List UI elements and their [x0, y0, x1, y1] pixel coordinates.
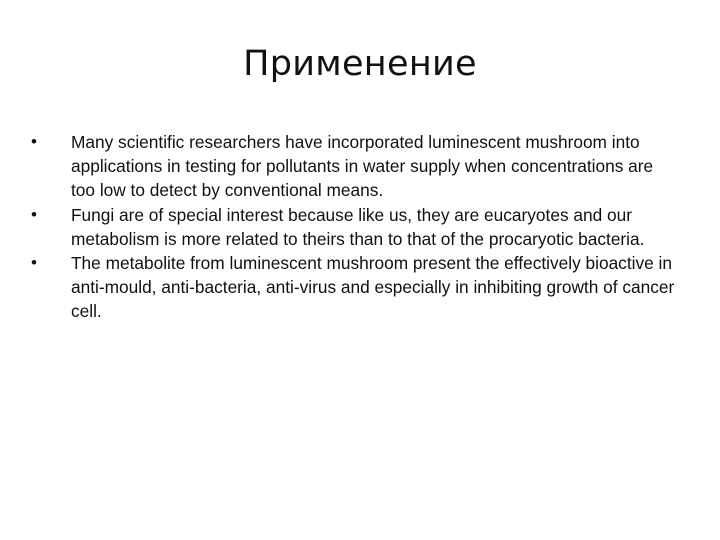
bullet-text: The metabolite from luminescent mushroom present the effectively bioactive in anti-mould, anti-bacteria, anti-virus and especially in inhibiting growth of cancer cell. [71, 253, 675, 322]
slide-title: Применение [243, 44, 477, 84]
bullet-icon: • [31, 132, 37, 151]
bullet-text: Many scientific researchers have incorporated luminescent mushroom into applications in testing for pollutants in water supply when concentrations are too low to detect by conventional means. [71, 132, 654, 201]
bullet-icon: • [31, 253, 37, 273]
bullet-icon: • [31, 204, 37, 224]
list-item [30, 130, 680, 203]
list-item [30, 251, 680, 324]
bullet-list [30, 130, 680, 324]
bullet-text: Fungi are of special interest because like us, they are eucaryotes and our metabolism is more related to theirs than to that of the procaryotic bacteria. [71, 204, 645, 249]
list-item [30, 203, 680, 251]
